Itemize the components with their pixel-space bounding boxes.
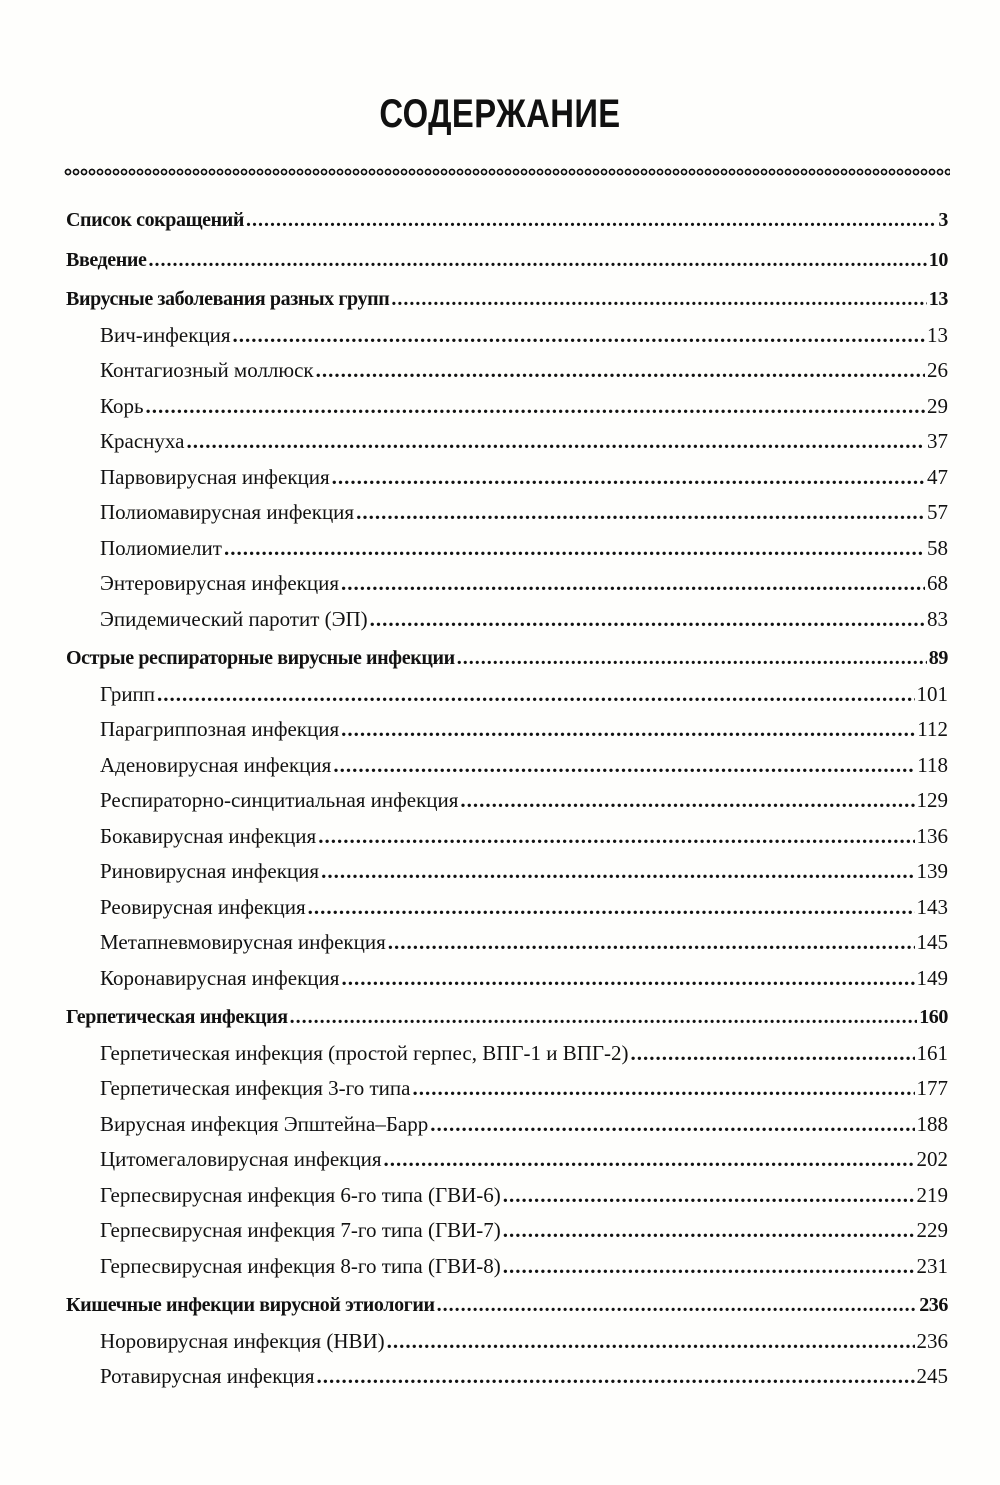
dot-leader — [388, 925, 915, 961]
toc-entry-page-number: 112 — [917, 717, 948, 741]
toc-subsection-entry[interactable] — [66, 531, 948, 567]
toc-subsection-entry[interactable] — [66, 424, 948, 460]
toc-subsection-entry[interactable] — [66, 1359, 948, 1395]
dot-leader — [148, 243, 926, 279]
dot-leader — [631, 1036, 915, 1072]
toc-entry-page-number: 188 — [916, 1111, 948, 1136]
toc-entry-page-number: 177 — [916, 1076, 948, 1100]
toc-entry-label: Коронавирусная инфекция — [100, 965, 340, 990]
dot-leader — [503, 1213, 915, 1249]
dot-leader — [308, 890, 915, 926]
toc-entry-page-number: 219 — [916, 1182, 948, 1207]
toc-subsection-entry[interactable] — [66, 460, 948, 496]
toc-entry-page-number: 89 — [928, 647, 948, 669]
toc-subsection-entry[interactable] — [66, 1178, 948, 1214]
toc-subsection-entry[interactable] — [66, 783, 948, 819]
toc-entry-page-number: 101 — [916, 681, 948, 706]
toc-entry-label: Вич-инфекция — [100, 322, 231, 347]
toc-entry-label: Парвовирусная инфекция — [100, 464, 330, 489]
table-of-contents — [66, 203, 948, 1395]
dot-leader — [391, 282, 926, 318]
dot-leader — [224, 531, 925, 567]
toc-subsection-entry[interactable] — [66, 961, 948, 997]
dot-leader — [233, 318, 925, 354]
toc-entry-label: Полиомиелит — [100, 535, 222, 560]
toc-subsection-entry[interactable] — [66, 712, 948, 748]
toc-entry-page-number: 83 — [927, 606, 948, 631]
dot-leader — [321, 854, 914, 890]
dot-leader — [341, 961, 914, 997]
toc-section-entry[interactable] — [66, 641, 948, 677]
toc-entry-page-number: 161 — [916, 1040, 948, 1065]
toc-subsection-entry[interactable] — [66, 1249, 948, 1285]
toc-entry-label: Контагиозный моллюск — [100, 358, 314, 382]
toc-subsection-entry[interactable] — [66, 890, 948, 926]
toc-entry-page-number: 160 — [919, 1006, 948, 1028]
dot-leader — [317, 1359, 915, 1395]
toc-entry-page-number: 3 — [938, 209, 948, 231]
toc-subsection-entry[interactable] — [66, 1213, 948, 1249]
toc-entry-label: Вирусные заболевания разных групп — [66, 288, 390, 310]
toc-entry-page-number: 68 — [927, 571, 948, 595]
toc-subsection-entry[interactable] — [66, 495, 948, 531]
toc-subsection-entry[interactable] — [66, 1324, 948, 1360]
toc-entry-label: Энтеровирусная инфекция — [100, 571, 340, 595]
toc-entry-page-number: 10 — [928, 248, 948, 271]
toc-entry-page-number: 37 — [927, 429, 948, 453]
dot-leader — [356, 495, 925, 531]
toc-section-entry[interactable] — [66, 1000, 948, 1036]
dot-leader — [412, 1071, 914, 1107]
dot-leader — [318, 819, 914, 855]
toc-entry-label: Герпесвирусная инфекция 7-го типа (ГВИ-7) — [100, 1218, 501, 1242]
toc-subsection-entry[interactable] — [66, 602, 948, 638]
toc-entry-label: Эпидемический паротит (ЭП) — [100, 606, 368, 631]
toc-entry-page-number: 231 — [916, 1253, 948, 1278]
toc-subsection-entry[interactable] — [66, 318, 948, 354]
toc-entry-page-number: 58 — [927, 535, 948, 560]
toc-entry-label: Метапневмовирусная инфекция — [100, 930, 386, 954]
toc-entry-label: Острые респираторные вирусные инфекции — [66, 647, 455, 669]
toc-subsection-entry[interactable] — [66, 353, 948, 389]
toc-subsection-entry[interactable] — [66, 566, 948, 602]
toc-entry-label: Краснуха — [100, 429, 185, 453]
toc-subsection-entry[interactable] — [66, 677, 948, 713]
toc-subsection-entry[interactable] — [66, 819, 948, 855]
toc-subsection-entry[interactable] — [66, 748, 948, 784]
toc-section-entry[interactable] — [66, 203, 948, 239]
toc-entry-page-number: 145 — [916, 930, 948, 954]
toc-section-entry[interactable] — [66, 1288, 948, 1324]
toc-entry-page-number: 149 — [916, 965, 948, 990]
dot-leader — [341, 566, 925, 602]
toc-entry-page-number: 129 — [916, 788, 948, 812]
toc-entry-page-number: 136 — [916, 823, 948, 848]
toc-entry-page-number: 29 — [927, 393, 948, 418]
dot-leader — [503, 1178, 915, 1214]
toc-entry-label: Введение — [66, 248, 147, 271]
toc-entry-page-number: 13 — [927, 322, 948, 347]
toc-subsection-entry[interactable] — [66, 389, 948, 425]
toc-entry-label: Герпетическая инфекция (простой герпес, ВПГ-1 и ВПГ-2) — [100, 1040, 629, 1065]
toc-entry-label: Бокавирусная инфекция — [100, 823, 317, 848]
toc-entry-page-number: 143 — [916, 894, 948, 919]
toc-subsection-entry[interactable] — [66, 1071, 948, 1107]
dot-leader — [503, 1249, 915, 1285]
dot-leader — [186, 424, 925, 460]
toc-entry-label: Грипп — [100, 681, 156, 706]
toc-entry-page-number: 139 — [916, 859, 948, 883]
toc-entry-page-number: 118 — [917, 752, 948, 777]
dot-leader — [437, 1288, 918, 1324]
toc-subsection-entry[interactable] — [66, 854, 948, 890]
dot-leader — [332, 460, 925, 496]
toc-entry-page-number: 57 — [927, 500, 948, 524]
toc-entry-label: Цитомегаловирусная инфекция — [100, 1147, 382, 1171]
toc-entry-label: Парагриппозная инфекция — [100, 717, 340, 741]
toc-section-entry[interactable] — [66, 282, 948, 318]
toc-entry-page-number: 236 — [919, 1294, 948, 1316]
toc-entry-label: Норовирусная инфекция (НВИ) — [100, 1328, 385, 1353]
toc-entry-page-number: 229 — [916, 1218, 948, 1242]
toc-entry-label: Аденовирусная инфекция — [100, 752, 332, 777]
toc-entry-label: Список сокращений — [66, 209, 244, 231]
toc-entry-label: Корь — [100, 393, 144, 418]
dot-leader — [316, 353, 925, 389]
toc-subsection-entry[interactable] — [66, 1107, 948, 1143]
ornamental-divider — [64, 166, 950, 178]
dot-leader — [146, 389, 925, 425]
dot-leader — [460, 783, 914, 819]
toc-entry-label: Реовирусная инфекция — [100, 894, 306, 919]
dot-leader — [333, 748, 915, 784]
toc-entry-label: Герпетическая инфекция — [66, 1006, 288, 1028]
dot-leader — [370, 602, 925, 638]
toc-subsection-entry[interactable] — [66, 1142, 948, 1178]
toc-section-entry[interactable] — [66, 243, 948, 279]
toc-entry-label: Респираторно-синцитиальная инфекция — [100, 788, 459, 812]
dot-leader — [246, 203, 936, 239]
toc-entry-label: Полиомавирусная инфекция — [100, 500, 355, 524]
toc-entry-page-number: 47 — [927, 464, 948, 489]
toc-entry-page-number: 13 — [928, 288, 948, 310]
toc-entry-page-number: 236 — [916, 1328, 948, 1353]
dot-leader — [341, 712, 915, 748]
toc-entry-label: Кишечные инфекции вирусной этиологии — [66, 1294, 435, 1316]
toc-entry-label: Вирусная инфекция Эпштейна–Барр — [100, 1111, 429, 1136]
toc-entry-label: Ротавирусная инфекция — [100, 1364, 315, 1388]
dot-leader — [384, 1142, 915, 1178]
dot-leader — [290, 1000, 918, 1036]
toc-entry-label: Риновирусная инфекция — [100, 859, 320, 883]
toc-entry-page-number: 26 — [927, 358, 948, 382]
dot-leader — [430, 1107, 914, 1143]
page-title: СОДЕРЖАНИЕ — [379, 92, 621, 136]
toc-entry-page-number: 202 — [916, 1147, 948, 1171]
toc-entry-label: Герпесвирусная инфекция 6-го типа (ГВИ-6) — [100, 1182, 501, 1207]
dot-leader — [157, 677, 914, 713]
dot-leader — [387, 1324, 915, 1360]
toc-entry-page-number: 245 — [916, 1364, 948, 1388]
dot-leader — [457, 641, 927, 677]
toc-entry-label: Герпетическая инфекция 3-го типа — [100, 1076, 411, 1100]
toc-entry-label: Герпесвирусная инфекция 8-го типа (ГВИ-8) — [100, 1253, 501, 1278]
toc-subsection-entry[interactable] — [66, 925, 948, 961]
toc-subsection-entry[interactable] — [66, 1036, 948, 1072]
